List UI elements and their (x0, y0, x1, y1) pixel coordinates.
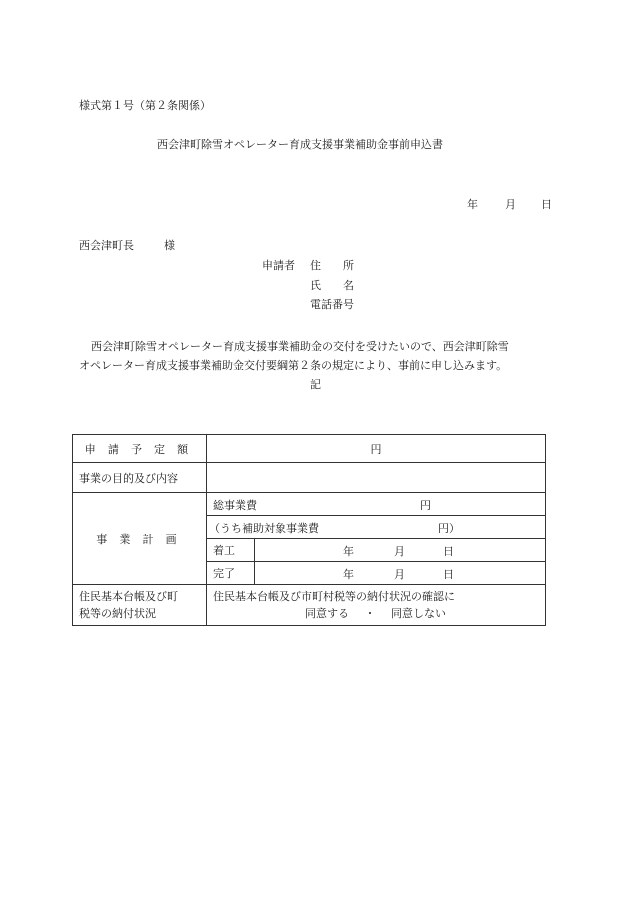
consent-options (213, 605, 545, 622)
phone-label: 電話番号 (310, 298, 354, 311)
planned-amount-field[interactable] (207, 435, 546, 463)
date-month: 月 (505, 198, 516, 211)
planned-amount-label: 申請予定額 (73, 435, 207, 463)
disagree-option[interactable]: 同意しない (391, 607, 446, 620)
agree-option[interactable]: 同意する (305, 607, 349, 620)
application-table (72, 434, 546, 626)
start-day: 日 (443, 545, 454, 558)
purpose-label: 事業の目的及び内容 (73, 463, 207, 493)
tax-consent-field (207, 585, 546, 626)
date-day: 日 (541, 198, 552, 211)
tax-label-line1: 住民基本台帳及び町 (79, 590, 178, 603)
planned-amount-row (73, 435, 546, 463)
tax-row (73, 585, 546, 626)
option-separator: ・ (364, 607, 376, 620)
end-month: 月 (394, 568, 405, 581)
planned-amount-unit: 円 (370, 442, 382, 456)
end-year: 年 (343, 568, 354, 581)
applicant-label: 申請者 (262, 259, 295, 272)
tax-label-line2: 税等の納付状況 (79, 607, 156, 620)
purpose-field[interactable] (207, 463, 546, 493)
plan-label: 事業計画 (73, 493, 207, 585)
end-day: 日 (443, 568, 454, 581)
name-label: 氏 名 (310, 279, 354, 292)
start-month: 月 (394, 545, 405, 558)
body-line-2: オペレーター育成支援事業補助金交付要綱第２条の規定により、事前に申し込みます。 (79, 359, 508, 372)
subsidy-cost-field[interactable] (207, 516, 546, 539)
date-year: 年 (467, 198, 478, 211)
total-cost-unit: 円 (420, 499, 431, 512)
start-label: 着工 (207, 539, 255, 562)
addressee-honorific: 様 (164, 239, 175, 252)
consent-text: 住民基本台帳及び市町村税等の納付状況の確認に (213, 590, 455, 603)
end-label: 完了 (207, 562, 255, 585)
total-cost-row (73, 493, 546, 516)
addressee-name: 西会津町長 (79, 239, 134, 252)
address-label: 住 所 (310, 259, 354, 272)
start-year: 年 (343, 545, 354, 558)
total-cost-field[interactable] (207, 493, 546, 516)
form-number: 様式第１号（第２条関係） (79, 99, 211, 112)
subsidy-cost-unit: 円） (438, 522, 460, 535)
page-title: 西会津町除雪オペレーター育成支援事業補助金事前申込書 (157, 138, 443, 151)
end-date-field[interactable] (255, 562, 546, 585)
ki-mark: 記 (310, 378, 321, 391)
subsidy-cost-label: （うち補助対象事業費 (209, 522, 319, 535)
start-date-field[interactable] (255, 539, 546, 562)
purpose-row (73, 463, 546, 493)
body-line-1: 西会津町除雪オペレーター育成支援事業補助金の交付を受けたいので、西会津町除雪 (91, 340, 509, 353)
tax-label (73, 585, 207, 626)
total-cost-label: 総事業費 (213, 499, 257, 512)
